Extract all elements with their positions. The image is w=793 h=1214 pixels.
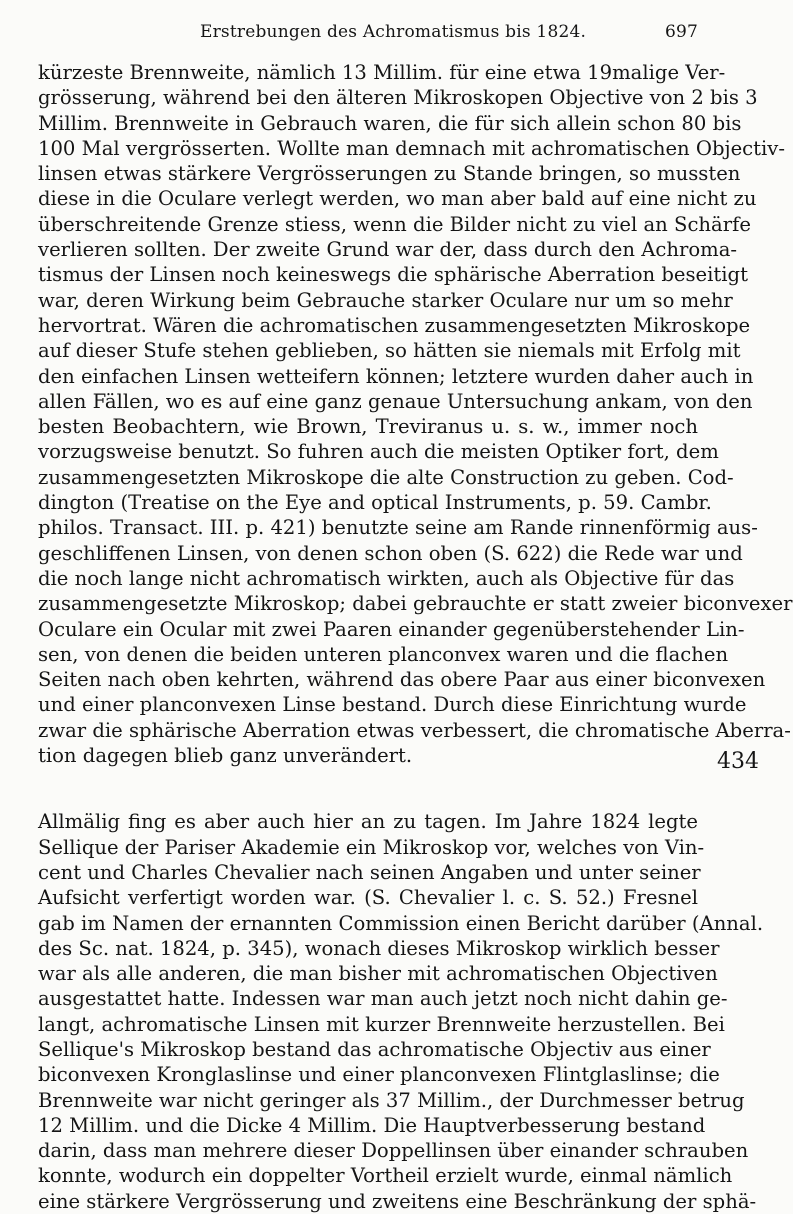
paragraph-gap [38,768,698,809]
text-line: linsen etwas stärkere Vergrösserungen zu Stande bringen, so mussten [38,162,741,186]
paragraph [38,809,764,1214]
text-line: 100 Mal vergrösserten. Wollte man demnach mit achromatischen Objectiv- [38,136,785,160]
text-line: diese in die Oculare verlegt werden, wo man aber bald auf eine nicht zu [38,187,757,211]
text-line: kürzeste Brennweite, nämlich 13 Millim. für eine etwa 19malige Ver- [38,61,726,84]
text-line: und einer planconvexen Linse bestand. Durch diese Einrichtung wurde [38,693,747,717]
text-line: sen, von denen die beiden unteren planconvex waren und die flachen [38,642,729,666]
text-line: 12 Millim. und die Dicke 4 Millim. Die Hauptverbesserung bestand [38,1113,706,1137]
text-line: konnte, wodurch ein doppelter Vortheil erzielt wurde, einmal nämlich [38,1164,733,1188]
text-line: Sellique der Pariser Akademie ein Mikroskop vor, welches von Vin- [38,835,705,859]
text-line: war als alle anderen, die man bisher mit achromatischen Objectiven [38,962,718,986]
text-line: hervortrat. Wären die achromatischen zusammengesetzten Mikroskope [38,313,751,337]
text-line: tion dagegen blieb ganz unverändert. [38,744,413,768]
text-line: zusammengesetzte Mikroskop; dabei gebrauchte er statt zweier biconvexer [38,592,793,616]
text-line: Sellique's Mikroskop bestand das achromatische Objectiv aus einer [38,1037,711,1061]
text-line: dington (Treatise on the Eye and optical Instruments, p. 59. Cambr. [38,491,712,515]
text-line: tismus der Linsen noch keineswegs die sphärische Aberration beseitigt [38,263,748,287]
text-line: zwar die sphärische Aberration etwas verbessert, die chromatische Aberra- [38,718,791,742]
text-line: die noch lange nicht achromatisch wirkten, auch als Objective für das [38,566,735,590]
running-header [38,22,698,50]
text-line: überschreitende Grenze stiess, wenn die Bilder nicht zu viel an Schärfe [38,212,751,236]
text-line: geschliffenen Linsen, von denen schon oben (S. 622) die Rede war und [38,541,743,565]
text-line: zusammengesetzten Mikroskope die alte Construction zu geben. Cod- [38,465,734,489]
text-line: allen Fällen, wo es auf eine ganz genaue Untersuchung ankam, von den [38,389,753,413]
text-line: auf dieser Stufe stehen geblieben, so hätten sie niemals mit Erfolg mit [38,339,741,363]
text-line: langt, achromatische Linsen mit kurzer Brennweite herzustellen. Bei [38,1012,725,1036]
text-line: besten Beobachtern, wie Brown, Treviranus u. s. w., immer noch [38,415,698,439]
text-line: Allmälig fing es aber auch hier an zu tagen. Im Jahre 1824 legte [38,810,698,834]
text-line: Seiten nach oben kehrten, während das obere Paar aus einer biconvexen [38,668,766,692]
text-line: ausgestattet hatte. Indessen war man auch jetzt noch nicht dahin ge- [38,987,728,1011]
text-line: darin, dass man mehrere dieser Doppellinsen über einander schrauben [38,1139,749,1163]
text-line: cent und Charles Chevalier nach seinen Angaben und unter seiner [38,860,701,884]
text-line: Aufsicht verfertigt worden war. (S. Chevalier l. c. S. 52.) Fresnel [38,886,698,910]
text-line: biconvexen Kronglaslinse und einer planconvexen Flintglaslinse; die [38,1063,720,1087]
text-line: Brennweite war nicht geringer als 37 Millim., der Durchmesser betrug [38,1088,745,1112]
running-title: Erstrebungen des Achromatismus bis 1824. [200,22,587,42]
text-line: eine stärkere Vergrösserung und zweitens eine Beschränkung der sphä- [38,1189,757,1213]
margin-page-reference: 434 [717,749,759,774]
text-line: philos. Transact. III. p. 421) benutzte seine am Rande rinnenförmig aus- [38,516,758,540]
text-line: den einfachen Linsen wetteifern können; letztere wurden daher auch in [38,364,754,388]
text-line: Millim. Brennweite in Gebrauch waren, die für sich allein schon 80 bis [38,111,742,135]
text-line: war, deren Wirkung beim Gebrauche starker Oculare nur um so mehr [38,288,733,312]
text-line: des Sc. nat. 1824, p. 345), wonach dieses Mikroskop wirklich besser [38,936,720,960]
text-line: vorzugsweise benutzt. So fuhren auch die meisten Optiker fort, dem [38,440,719,464]
text-line: verlieren sollten. Der zweite Grund war der, dass durch den Achroma- [38,238,738,262]
text-line: grösserung, während bei den älteren Mikroskopen Objective von 2 bis 3 [38,86,758,110]
text-line: Oculare ein Ocular mit zwei Paaren einander gegenüberstehender Lin- [38,617,745,641]
page-number: 697 [664,22,698,42]
text-line: gab im Namen der ernannten Commission einen Bericht darüber (Annal. [38,911,764,935]
